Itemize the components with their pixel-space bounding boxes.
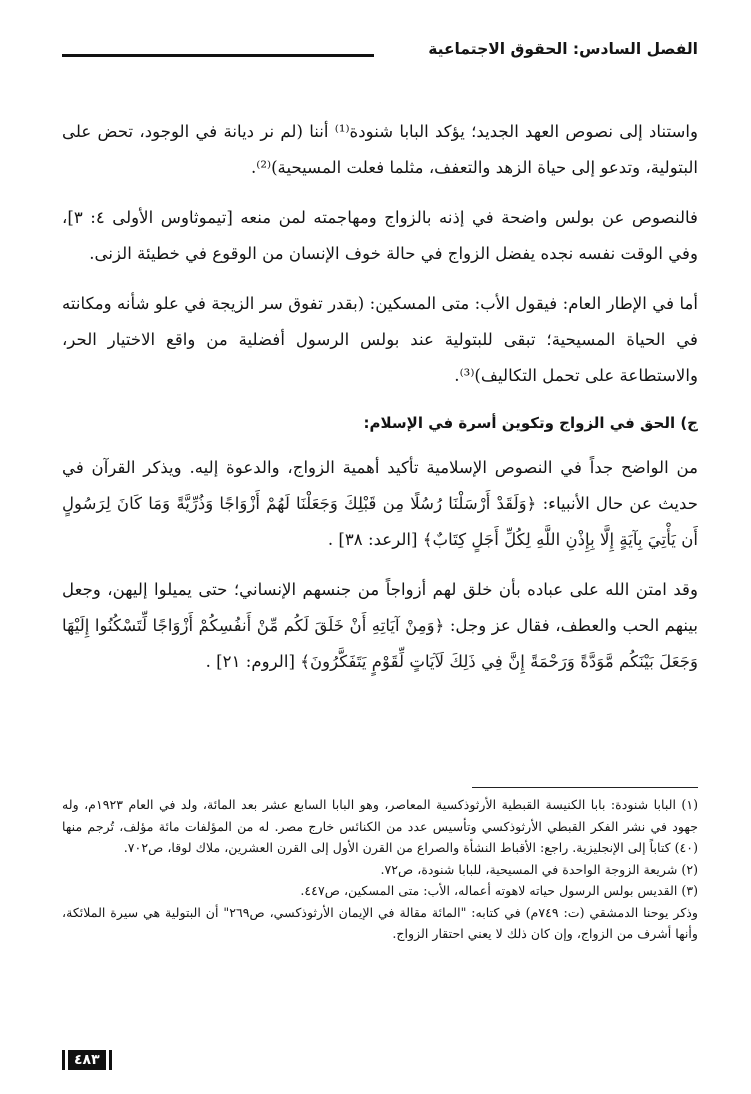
paragraph-text: من الواضح جداً في النصوص الإسلامية تأكيد أهمية الزواج، والدعوة إليه. ويذكر القرآن في حديث عن حال الأنبياء: xyxy=(62,458,698,513)
footnote: (١) البابا شنودة: بابا الكنيسة القبطية الأرثوذكسية المعاصر، وهو البابا السابع عشر بعد المائة، ولد في العام ١٩٢٣م، وله جهود في نشر الفكر القبطي الأرثوذكسي وتأسيس عدد من الكنائس خارج مصر. له من المؤلفات مائة مؤلف، تُرجم منها (٤٠) كتاباً إلى الإنجليزية. راجع: الأقباط النشأة والصراع من القرن الأول إلى القرن العشرين، ملاك لوقا، ص٧٠٢. xyxy=(62,797,698,855)
main-text xyxy=(62,114,698,694)
footnote: (٢) شريعة الزوجة الواحدة في المسيحية، للبابا شنودة، ص٧٢. xyxy=(380,861,698,877)
chapter-title: الفصل السادس: الحقوق الاجتماعية xyxy=(428,40,698,58)
paragraph: فالنصوص عن بولس واضحة في إذنه بالزواج ومهاجمته لمن منعه [تيموثاوس الأولى ٤: ٣]، وفي الوقت نفسه نجده يفضل الزواج في حالة خوف الإنسان من الوقوع في خطيئة الزنى. xyxy=(62,208,698,263)
paragraph xyxy=(62,572,698,680)
folio-bar xyxy=(62,1050,65,1070)
paragraph xyxy=(62,450,698,558)
verse-reference: [الروم: ٢١] . xyxy=(205,652,301,671)
quran-verse: ﴿وَلَقَدْ أَرْسَلْنَا رُسُلًا مِن قَبْلِكَ وَجَعَلْنَا لَهُمْ أَزْوَاجًا وَذُرِّيَّةً وَمَا كَانَ لِرَسُولٍ أَن يَأْتِيَ بِآيَةٍ إِلَّا بِإِذْنِ اللَّهِ لِكُلِّ أَجَلٍ كِتَابٌ﴾ xyxy=(62,494,698,549)
page-number: ٤٨٣ xyxy=(68,1050,106,1070)
paragraph: واستناد إلى نصوص العهد الجديد؛ يؤكد البابا شنودة⁽¹⁾ أننا (لم نر ديانة في الوجود، تحض على البتولية، وتدعو إلى حياة الزهد والتعفف، مثلما فعلت المسيحية)⁽²⁾. xyxy=(62,122,698,177)
quran-verse: ﴿وَمِنْ آيَاتِهِ أَنْ خَلَقَ لَكُم مِّنْ أَنفُسِكُمْ أَزْوَاجًا لِّتَسْكُنُوا إِلَيْهَا وَجَعَلَ بَيْنَكُم مَّوَدَّةً وَرَحْمَةً إِنَّ فِي ذَلِكَ لَآيَاتٍ لِّقَوْمٍ يَتَفَكَّرُونَ﴾ xyxy=(62,616,698,671)
folio-bar xyxy=(109,1050,112,1070)
footnote: وذكر يوحنا الدمشقي (ت: ٧٤٩م) في كتابه: "المائة مقالة في الإيمان الأرثوذكسي، ص٢٦٩" أن البتولية هي سيرة الملائكة، وأنها أشرف من الزواج، وإن كان ذلك لا يعني احتقار الزواج. xyxy=(62,904,699,941)
paragraph: أما في الإطار العام: فيقول الأب: متى المسكين: (بقدر تفوق سر الزيجة في علو شأنه ومكانته في الحياة المسيحية؛ تبقى للبتولية عند بولس الرسول أفضلية من واقع الاختيار الحر، والاستطاعة على تحمل التكاليف)⁽³⁾. xyxy=(62,294,698,385)
footnotes xyxy=(62,794,698,945)
footnote: (٣) القديس بولس الرسول حياته لاهوته أعماله، الأب: متى المسكين، ص٤٤٧. xyxy=(300,883,698,898)
header-rule xyxy=(62,54,374,57)
verse-reference: [الرعد: ٣٨] . xyxy=(327,530,423,549)
section-heading: ج) الحق في الزواج وتكوين أسرة في الإسلام: xyxy=(363,414,698,432)
footnote-rule xyxy=(472,787,698,788)
running-header xyxy=(62,38,698,68)
paragraph-text: وقد امتن الله على عباده بأن خلق لهم أزواجاً من جنسهم الإنساني؛ حتى يميلوا إليهن، وجعل بينهم الحب والعطف، فقال عز وجل: xyxy=(62,580,698,635)
page-number-box xyxy=(62,1049,132,1071)
